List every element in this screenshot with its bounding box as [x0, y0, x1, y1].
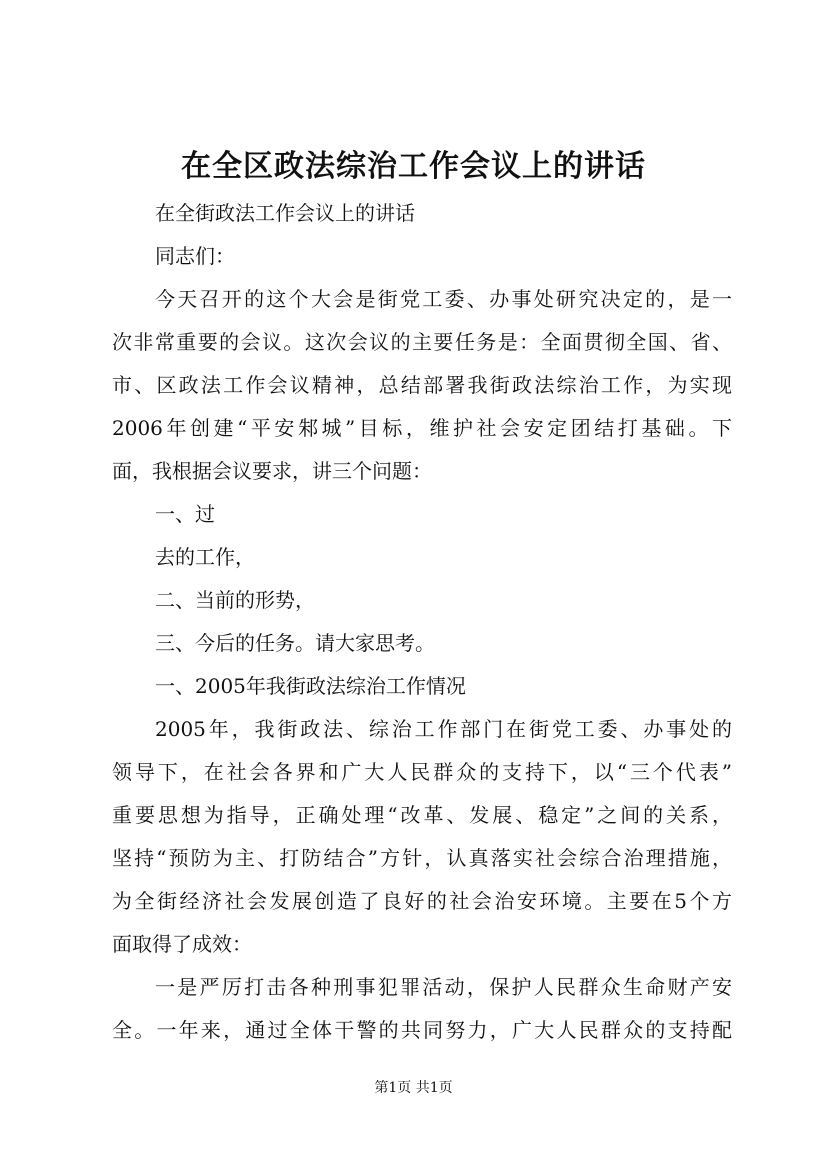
paragraph-line: 面取得了成效： — [112, 932, 252, 956]
paragraph-line: 领导下，在社会各界和广大人民群众的支持下，以“三个代表” — [112, 760, 732, 784]
list-item: 一、过 — [155, 502, 215, 526]
document-title: 在全区政法综治工作会议上的讲话 — [181, 149, 646, 184]
paragraph-line: 全。一年来，通过全体干警的共同努力，广大人民群众的支持配 — [112, 1018, 732, 1042]
paragraph-line: 2006年创建“平安邾城”目标，维护社会安定团结打基础。下 — [112, 416, 732, 440]
paragraph-line: 坚持“预防为主、打防结合”方针，认真落实社会综合治理措施， — [112, 846, 732, 870]
paragraph-line: 面，我根据会议要求，讲三个问题： — [112, 459, 432, 483]
paragraph-line: 市、区政法工作会议精神，总结部署我街政法综治工作，为实现 — [112, 373, 732, 397]
paragraph-line: 为全街经济社会发展创造了良好的社会治安环境。主要在5个方 — [112, 889, 732, 913]
list-item: 三、今后的任务。请大家思考。 — [155, 631, 435, 655]
paragraph-line: 2005年，我街政法、综治工作部门在街党工委、办事处的 — [155, 717, 732, 741]
list-item: 二、当前的形势， — [155, 588, 315, 612]
salutation-line: 同志们： — [155, 244, 235, 268]
list-item: 去的工作， — [155, 545, 255, 569]
paragraph-line: 重要思想为指导，正确处理“改革、发展、稳定”之间的关系， — [112, 803, 732, 827]
page-footer: 第1页 共1页 — [374, 1080, 453, 1096]
paragraph-line: 次非常重要的会议。这次会议的主要任务是：全面贯彻全国、省、 — [112, 330, 732, 354]
paragraph-line: 一是严厉打击各种刑事犯罪活动，保护人民群众生命财产安 — [155, 975, 732, 999]
section-heading: 一、2005年我街政法综治工作情况 — [155, 674, 466, 698]
subtitle-line: 在全街政法工作会议上的讲话 — [155, 201, 415, 225]
paragraph-line: 今天召开的这个大会是街党工委、办事处研究决定的，是一 — [155, 287, 732, 311]
